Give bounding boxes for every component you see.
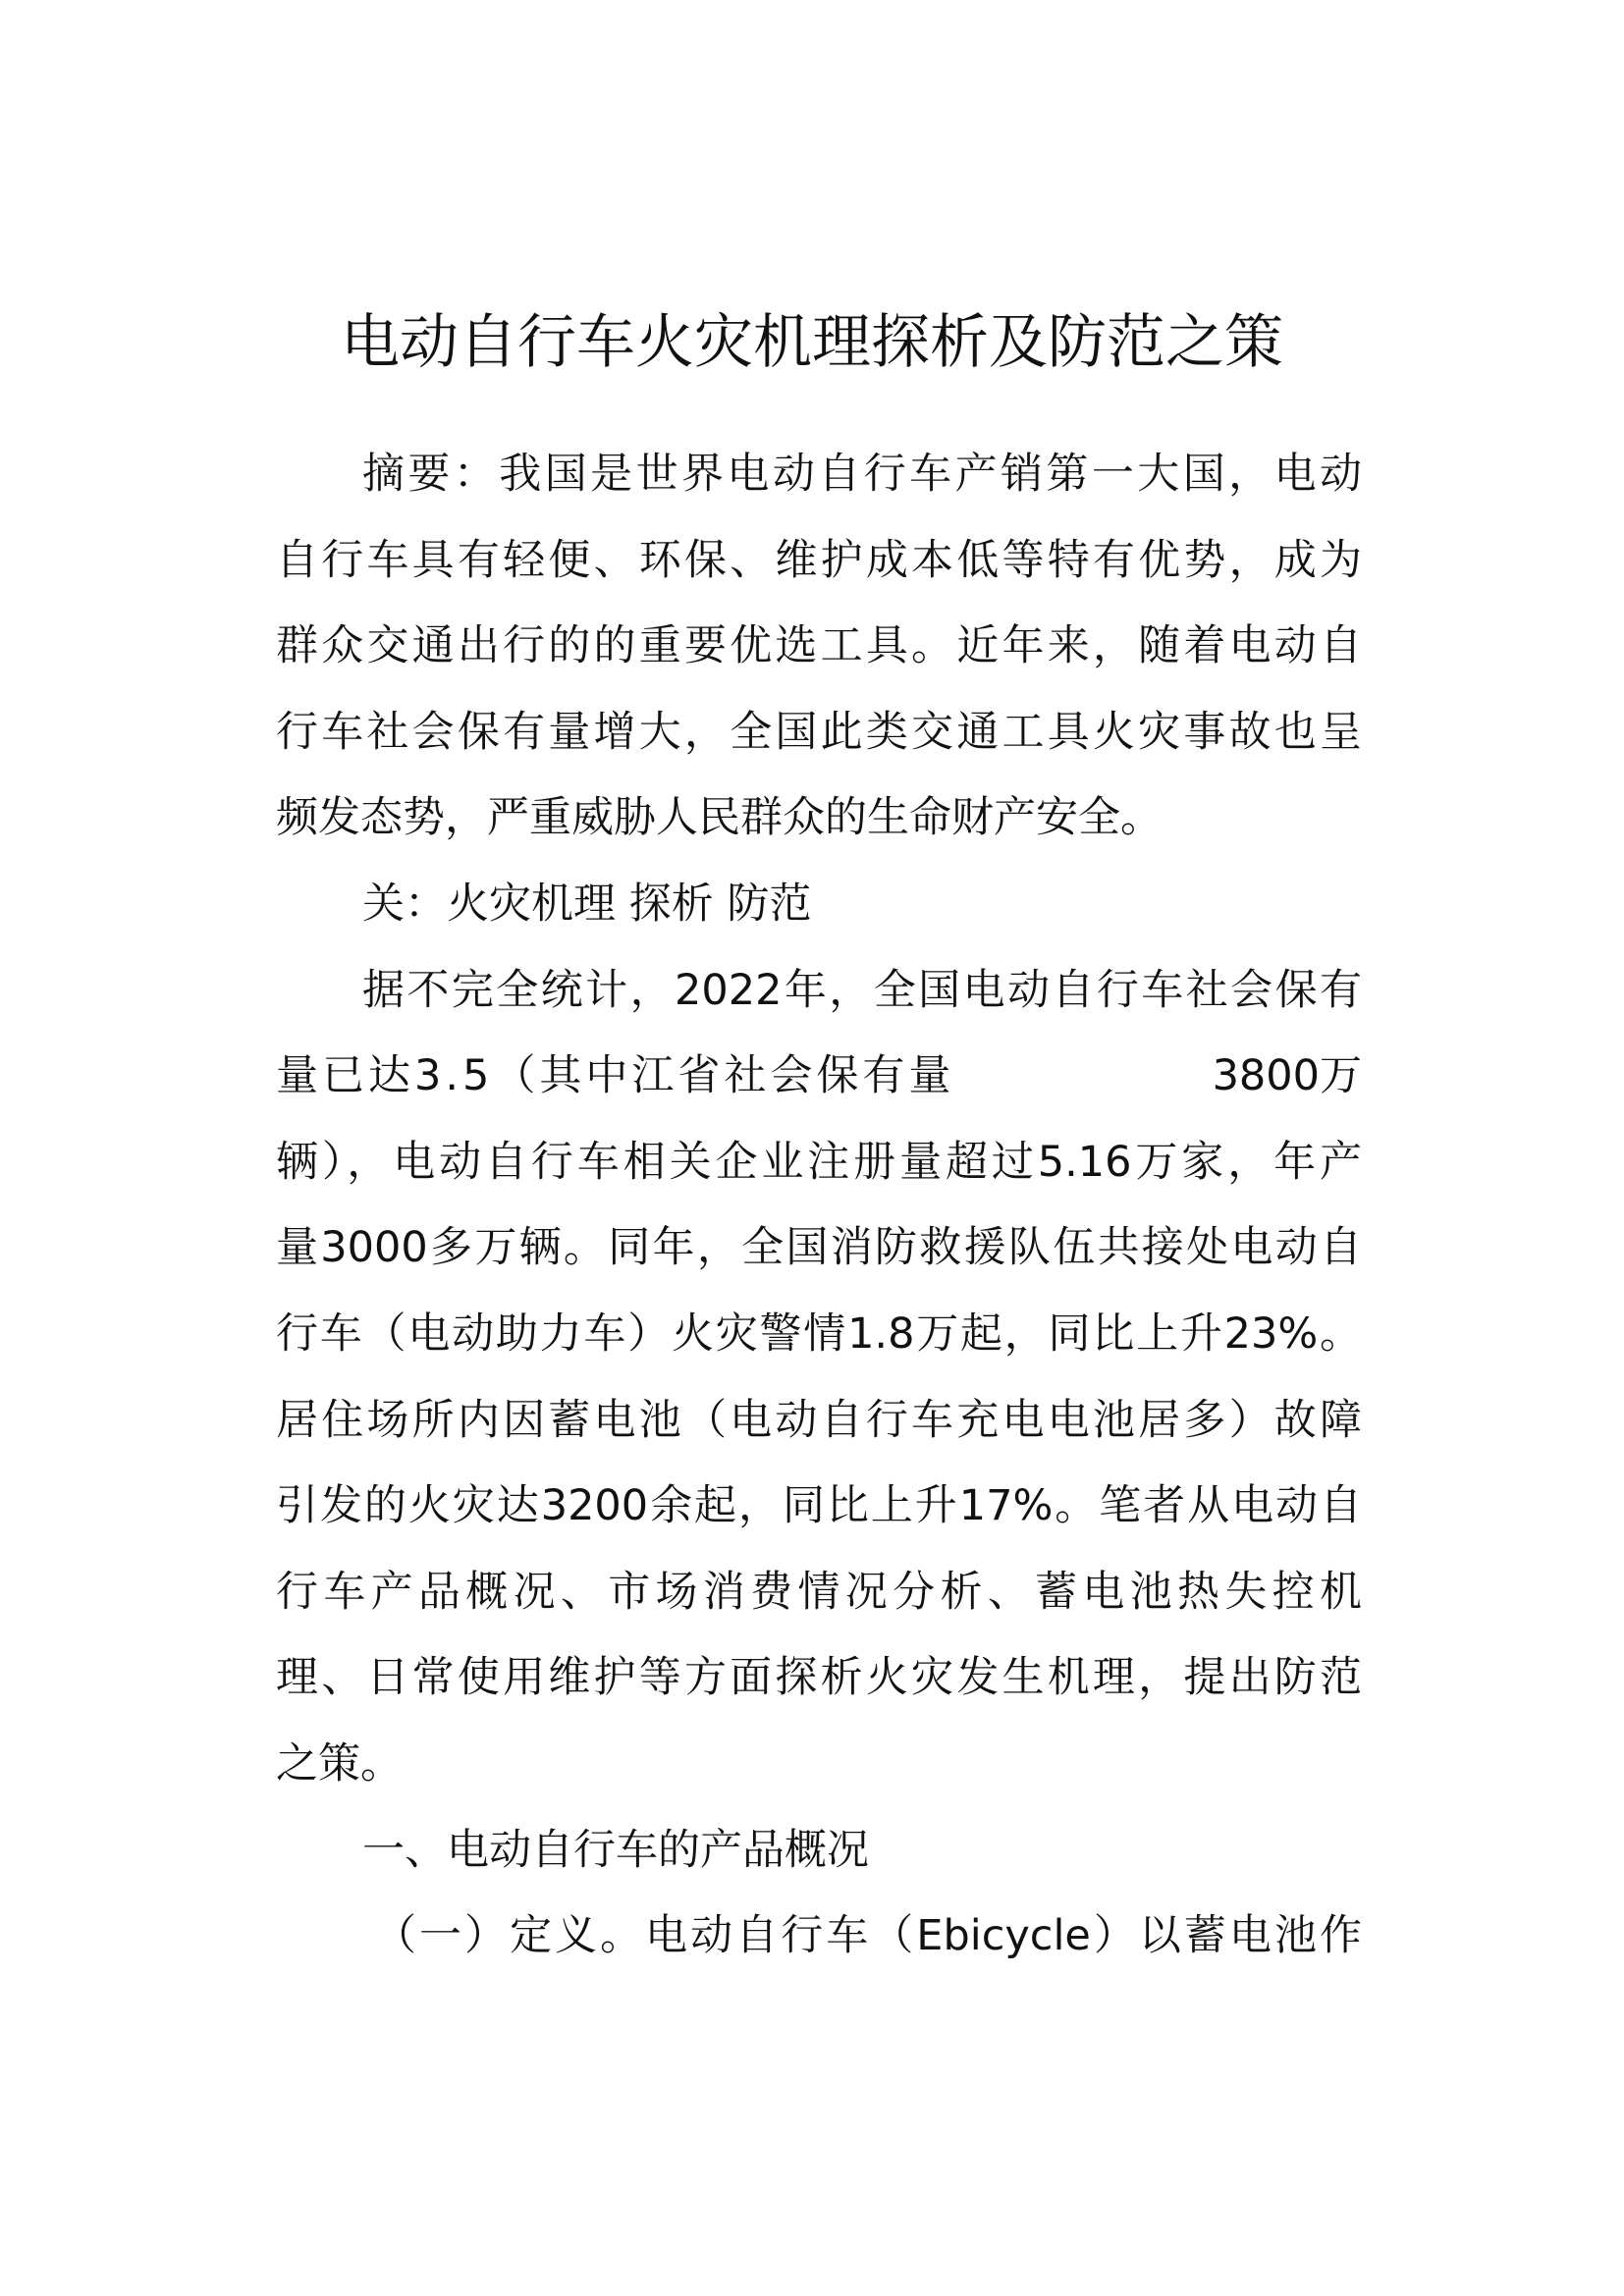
keywords-line: 关：火灾机理 探析 防范 [362,879,812,929]
intro-paragraph [276,948,1362,1808]
intro-line: 行车（电动助力车）火灾警情1.8万起，同比上升23%。 [276,1308,1362,1359]
intro-line: 引发的火灾达3200余起，同比上升17%。笔者从电动自 [276,1481,1362,1531]
abstract-line: 群众交通出行的的重要优选工具。近年来，随着电动自 [276,621,1362,671]
intro-line: 之策。 [276,1738,403,1789]
intro-line: 据不完全统计，2022年，全国电动自行车社会保有 [362,965,1362,1015]
intro-line-left: 量已达3.5（其中江省社会保有量 [276,1051,955,1101]
intro-line [276,1034,1362,1120]
subsection-line: （一）定义。电动自行车（Ebicycle）以蓄电池作 [374,1911,1362,1961]
abstract-line: 频发态势，严重威胁人民群众的生命财产安全。 [276,793,1163,843]
document-body [276,432,1362,1980]
document-title: 电动自行车火灾机理探析及防范之策 [341,308,1283,377]
intro-line: 行车产品概况、市场消费情况分析、蓄电池热失控机 [276,1567,1362,1617]
abstract-line: 自行车具有轻便、环保、维护成本低等特有优势，成为 [276,535,1362,585]
section-heading: 一、电动自行车的产品概况 [362,1825,869,1875]
abstract-line: 摘要：我国是世界电动自行车产销第一大国，电动 [362,450,1362,499]
intro-line: 辆），电动自行车相关企业注册量超过5.16万家，年产 [276,1137,1362,1187]
intro-line: 理、日常使用维护等方面探析火灾发生机理，提出防范 [276,1653,1362,1703]
abstract-paragraph [276,432,1362,862]
abstract-line: 行车社会保有量增大，全国此类交通工具火灾事故也呈 [276,707,1362,757]
intro-line-right: 3800万 [1212,1051,1362,1101]
intro-line: 量3000多万辆。同年，全国消防救援队伍共接处电动自 [276,1223,1362,1273]
intro-line: 居住场所内因蓄电池（电动自行车充电电池居多）故障 [276,1395,1362,1445]
